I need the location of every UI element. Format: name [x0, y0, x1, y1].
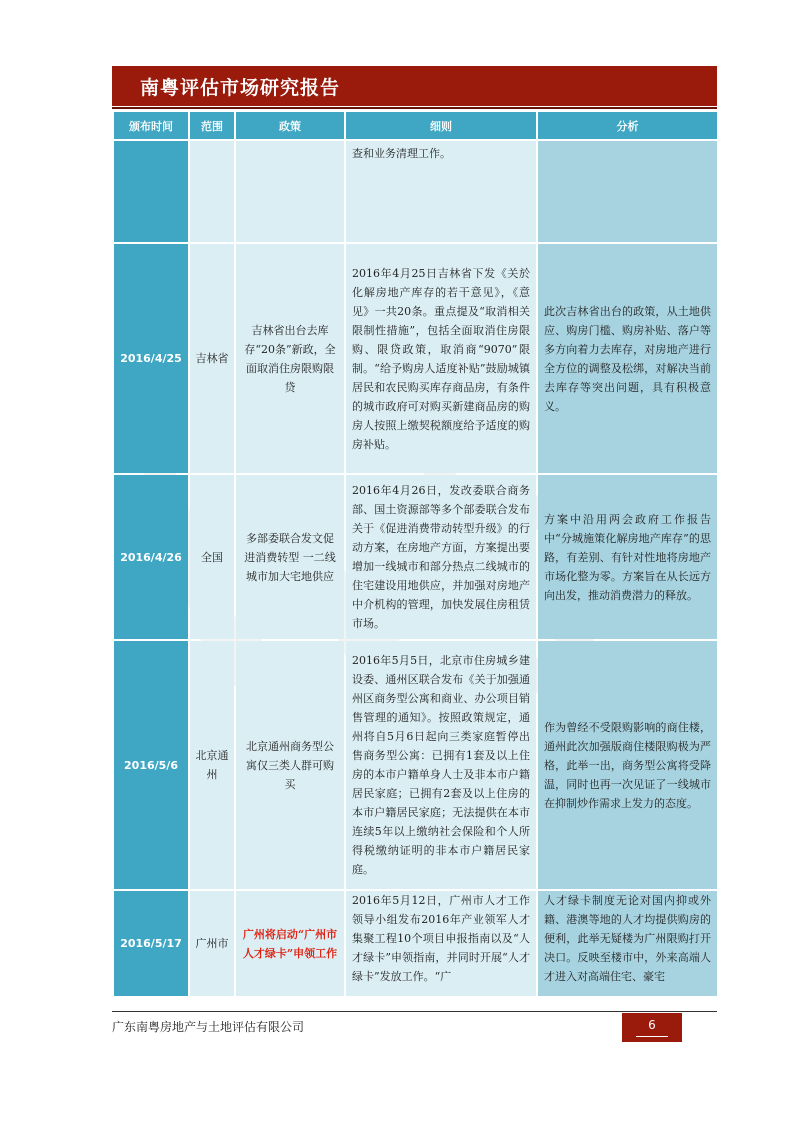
- report-banner: [112, 66, 717, 106]
- row-scope: [190, 141, 234, 242]
- page-number-box: [622, 1013, 682, 1042]
- row-policy-highlight: 广州将启动“广州市人才绿卡”申领工作: [236, 891, 344, 996]
- row-analysis: [538, 141, 717, 242]
- row-date: 2016/5/17: [114, 891, 188, 996]
- row-scope: 广州市: [190, 891, 234, 996]
- table-row: [114, 244, 717, 473]
- table-row: [114, 641, 717, 889]
- table-row: [114, 891, 717, 996]
- column-header-detail: 细则: [346, 112, 536, 139]
- page-number-underline: [636, 1036, 668, 1037]
- row-detail: 查和业务清理工作。: [346, 141, 536, 242]
- row-policy: 吉林省出台去库存“20条”新政，全面取消住房限购限贷: [236, 244, 344, 473]
- policy-table: [112, 110, 719, 998]
- row-analysis: 方案中沿用两会政府工作报告中“分城施策化解房地产库存”的思路，有差别、有针对性地将房地产市场化整为零。方案旨在从长远方向出发，推动消费潜力的释放。: [538, 475, 717, 639]
- banner-divider: [112, 107, 717, 109]
- report-title: 南粤评估市场研究报告: [140, 77, 341, 99]
- row-date: 2016/4/26: [114, 475, 188, 639]
- page-number: 6: [648, 1018, 656, 1032]
- row-policy: [236, 141, 344, 242]
- row-scope: 北京通州: [190, 641, 234, 889]
- row-detail: 2016年5月5日，北京市住房城乡建设委、通州区联合发布《关于加强通州区商务型公寓和商业、办公项目销售管理的通知》。按照政策规定，通州将自5月6日起向三类家庭暂停出售商务型公寓：已拥有1套及以上住房的本市户籍单身人士及非本市户籍居民家庭；已拥有2套及以上住房的本市户籍居民家庭；无法提供在本市连续5年以上缴纳社会保险和个人所得税缴纳证明的非本市户籍居民家庭。: [346, 641, 536, 889]
- row-policy: 多部委联合发文促进消费转型 一二线城市加大宅地供应: [236, 475, 344, 639]
- row-analysis: 人才绿卡制度无论对国内抑或外籍、港澳等地的人才均提供购房的便利，此举无疑楼为广州限购打开决口。反映至楼市中，外来高端人才进入对高端住宅、豪宅: [538, 891, 717, 996]
- row-date: [114, 141, 188, 242]
- row-scope: 吉林省: [190, 244, 234, 473]
- footer-company: 广东南粤房地产与土地评估有限公司: [112, 1020, 305, 1034]
- column-header-date: 颁布时间: [114, 112, 188, 139]
- table-row: [114, 141, 717, 242]
- row-date: 2016/4/25: [114, 244, 188, 473]
- row-date: 2016/5/6: [114, 641, 188, 889]
- row-detail: 2016年4月26日，发改委联合商务部、国土资源部等多个部委联合发布关于《促进消费带动转型升级》的行动方案，在房地产方面，方案提出要增加一线城市和部分热点二线城市的住宅建设用地供应，并加强对房地产中介机构的管理，加快发展住房租赁市场。: [346, 475, 536, 639]
- row-scope: 全国: [190, 475, 234, 639]
- column-header-scope: 范围: [190, 112, 234, 139]
- footer-divider: [112, 1011, 717, 1012]
- row-detail: 2016年5月12日，广州市人才工作领导小组发布2016年产业领军人才集聚工程10个项目申报指南以及“人才绿卡”申领指南，并同时开展“人才绿卡”发放工作。“广: [346, 891, 536, 996]
- row-analysis: 作为曾经不受限购影响的商住楼，通州此次加强版商住楼限购极为严格，此举一出，商务型公寓将受降温，同时也再一次见证了一线城市在抑制炒作需求上发力的态度。: [538, 641, 717, 889]
- row-policy: 北京通州商务型公寓仅三类人群可购买: [236, 641, 344, 889]
- column-header-policy: 政策: [236, 112, 344, 139]
- table-row: [114, 475, 717, 639]
- column-header-analysis: 分析: [538, 112, 717, 139]
- row-analysis: 此次吉林省出台的政策，从土地供应、购房门槛、购房补贴、落户等多方向着力去库存，对房地产进行全方位的调整及松绑，对解决当前去库存等突出问题，具有积极意义。: [538, 244, 717, 473]
- row-detail: 2016年4月25日吉林省下发《关於化解房地产库存的若干意见》，《意见》一共20条。重点提及“取消相关限制性措施”，包括全面取消住房限购、限贷政策，取消商“9070”限制。“给予购房人适度补贴”鼓励城镇居民和农民购买库存商品房，有条件的城市政府可对购买新建商品房的购房人按照上缴契税额度给予适度的购房补贴。: [346, 244, 536, 473]
- table-header-row: [114, 112, 717, 139]
